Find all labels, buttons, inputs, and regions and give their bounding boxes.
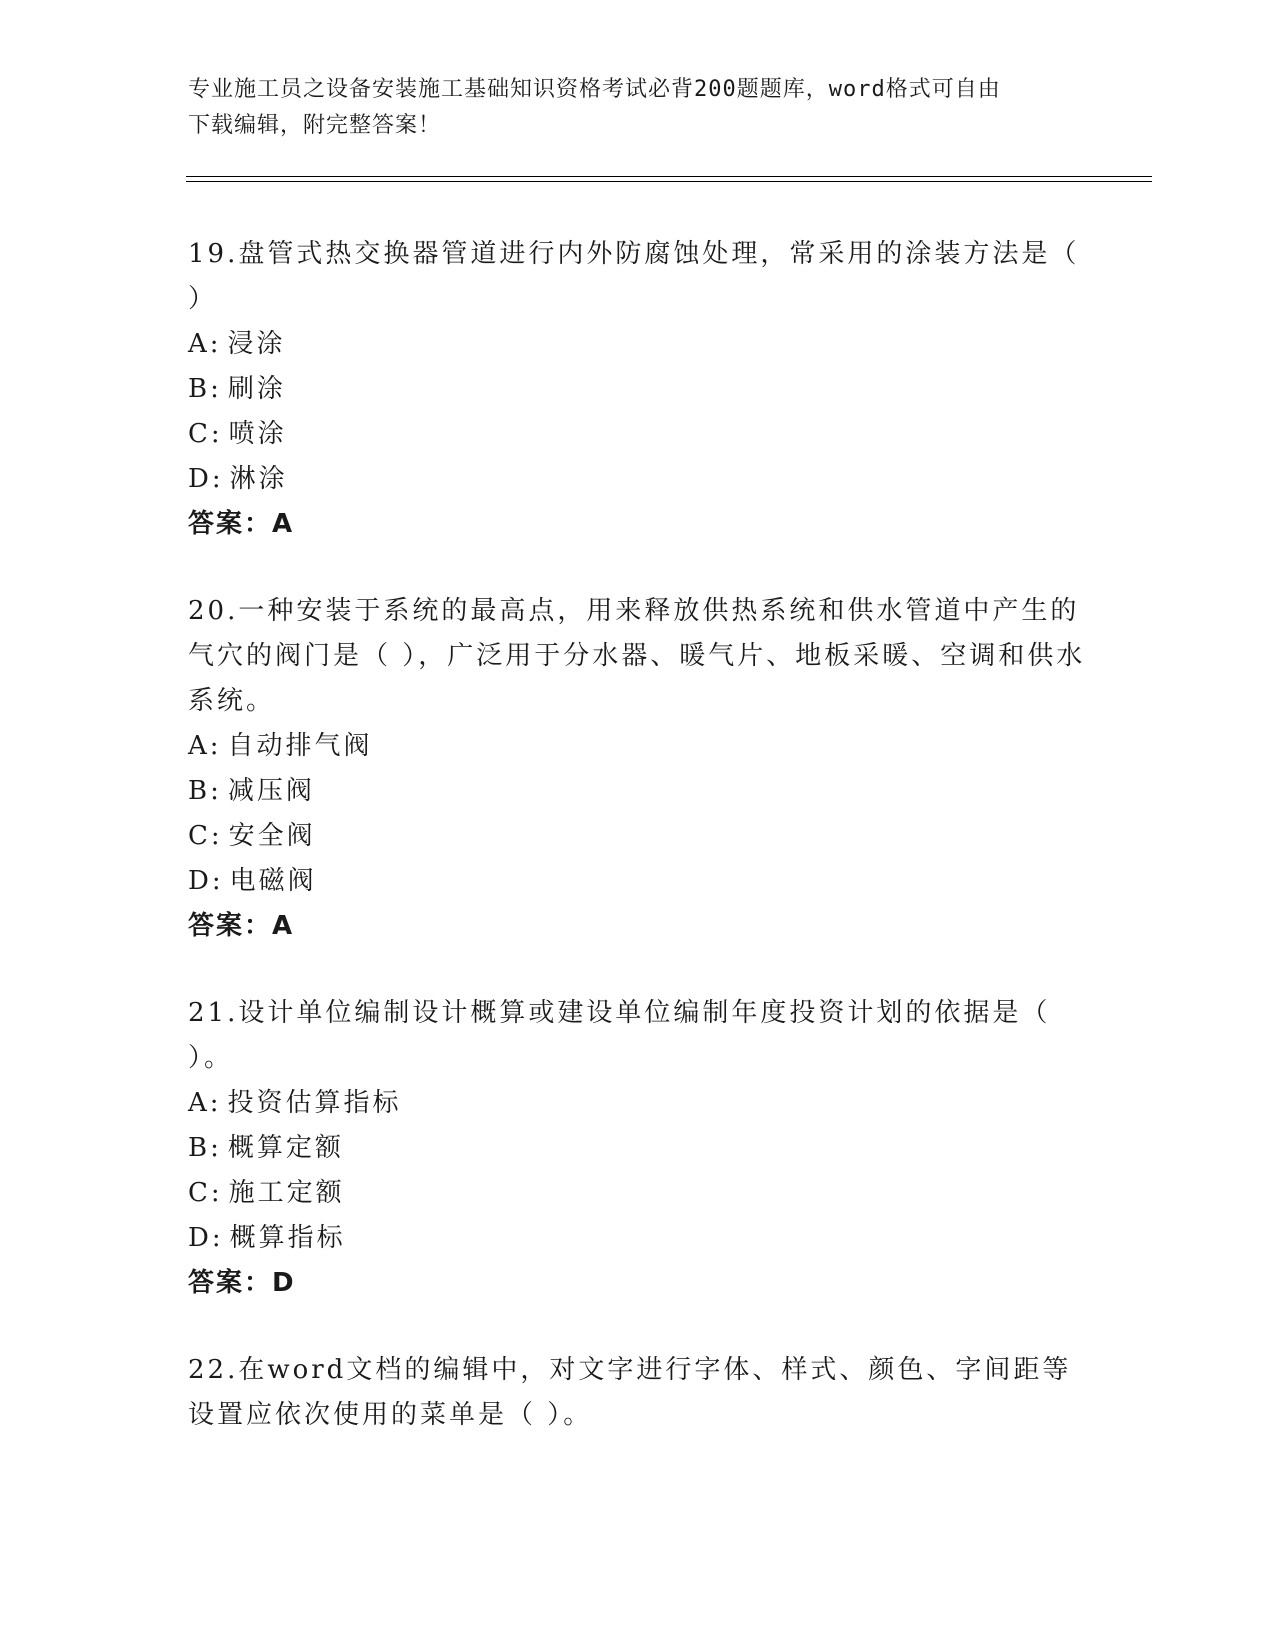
option-text: 投资估算指标: [227, 1088, 402, 1118]
option-text: 概算指标: [229, 1223, 346, 1253]
option-text: 喷涂: [228, 419, 287, 449]
option-text: 施工定额: [228, 1178, 345, 1208]
option-key: B:: [188, 374, 222, 404]
option-d: [188, 859, 1088, 904]
option-key: B:: [188, 1133, 222, 1163]
option-key: D:: [188, 1223, 224, 1253]
option-b: [188, 367, 1088, 412]
option-key: A:: [188, 329, 222, 359]
option-key: A:: [188, 1088, 222, 1118]
option-text: 浸涂: [227, 329, 286, 359]
question-21: [188, 991, 1088, 1306]
option-text: 减压阀: [227, 776, 315, 806]
header-divider-bottom: [186, 181, 1152, 182]
option-a: [188, 1081, 1088, 1126]
question-text: 21.设计单位编制设计概算或建设单位编制年度投资计划的依据是（ ）。: [188, 998, 1051, 1073]
option-c: [188, 1171, 1088, 1216]
option-c: [188, 814, 1088, 859]
option-key: C:: [188, 821, 223, 851]
option-key: D:: [188, 866, 224, 896]
option-key: B:: [188, 776, 222, 806]
question-text: 22.在word文档的编辑中，对文字进行字体、样式、颜色、字间距等设置应依次使用的菜单是（ ）。: [188, 1355, 1072, 1430]
question-text: 19.盘管式热交换器管道进行内外防腐蚀处理，常采用的涂装方法是（ ）: [188, 239, 1080, 314]
option-d: [188, 1216, 1088, 1261]
document-header: [188, 72, 1078, 144]
question-list: [188, 232, 1088, 1480]
option-b: [188, 769, 1088, 814]
option-b: [188, 1126, 1088, 1171]
question-20: [188, 589, 1088, 949]
option-c: [188, 412, 1088, 457]
option-text: 自动排气阀: [227, 731, 373, 761]
question-text: 20.一种安装于系统的最高点，用来释放供热系统和供水管道中产生的气穴的阀门是（ ），广泛用于分水器、暖气片、地板采暖、空调和供水系统。: [188, 596, 1086, 716]
option-key: D:: [188, 464, 224, 494]
option-d: [188, 457, 1088, 502]
header-line-1: 专业施工员之设备安装施工基础知识资格考试必背200题题库，word格式可自由: [188, 77, 1001, 102]
option-key: C:: [188, 419, 223, 449]
question-22: [188, 1348, 1088, 1438]
option-a: [188, 322, 1088, 367]
question-19: [188, 232, 1088, 547]
option-text: 安全阀: [228, 821, 316, 851]
answer-line: 答案：A: [188, 509, 295, 539]
option-text: 概算定额: [227, 1133, 344, 1163]
option-text: 电磁阀: [229, 866, 317, 896]
answer-line: 答案：D: [188, 1268, 296, 1298]
option-text: 刷涂: [227, 374, 286, 404]
header-line-2: 下载编辑，附完整答案！: [188, 113, 442, 138]
answer-line: 答案：A: [188, 911, 295, 941]
option-text: 淋涂: [229, 464, 288, 494]
header-divider-top: [186, 176, 1152, 177]
option-a: [188, 724, 1088, 769]
option-key: C:: [188, 1178, 223, 1208]
option-key: A:: [188, 731, 222, 761]
